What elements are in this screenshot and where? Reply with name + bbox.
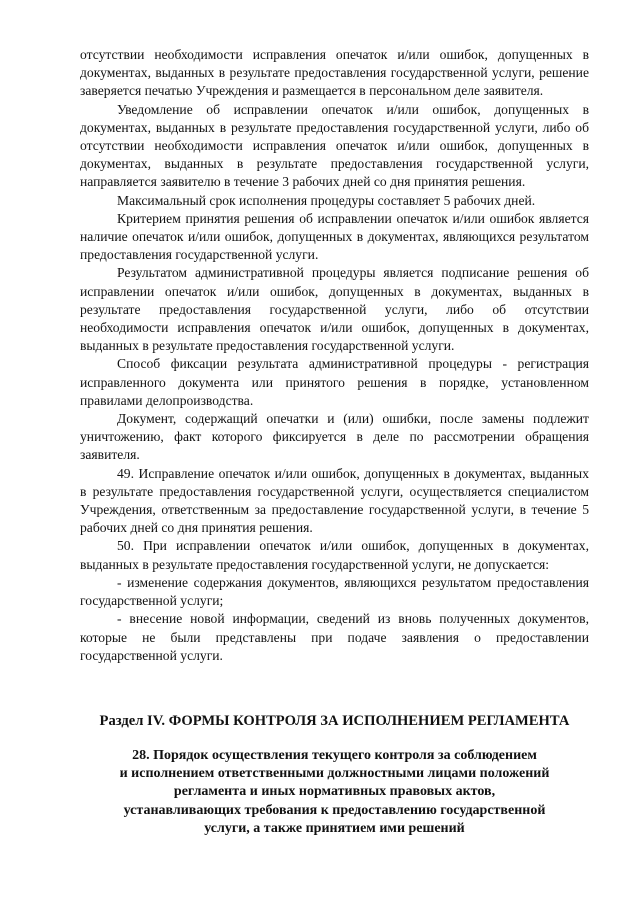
list-item-content-change: - изменение содержания документов, являющихся результатом предоставления государственной услуги; [80,574,589,609]
subsection-heading [80,747,589,838]
list-item-new-info: - внесение новой информации, сведений из вновь полученных документов, которые не были представлены при подаче заявления о предоставлении государственной услуги. [80,611,589,663]
paragraph-notification: Уведомление об исправлении опечаток и/или ошибок, допущенных в документах, выданных в результате предоставления государственной услуги, либо об отсутствии необходимости исправления опечаток и/или ошибок, допущенных в документах, выданных в результате предоставления государственной услуги, направляется заявителю в течение 3 рабочих дней со дня принятия решения. [80,101,589,190]
subsection-heading-line: услуги, а также принятием ими решений [204,820,465,836]
subsection-heading-line: и исполнением ответственными должностными лицами положений [119,766,550,782]
section-heading: Раздел IV. ФОРМЫ КОНТРОЛЯ ЗА ИСПОЛНЕНИЕМ РЕГЛАМЕНТА [99,713,570,729]
body-text [80,46,589,665]
paragraph-max-term: Максимальный срок исполнения процедуры составляет 5 рабочих дней. [117,192,536,208]
subsection-heading-line: 28. Порядок осуществления текущего контроля за соблюдением [132,748,537,763]
paragraph-item-49: 49. Исправление опечаток и/или ошибок, допущенных в документах, выданных в результате предоставления государственной услуги, осуществляется специалистом Учреждения, ответственным за предоставление государственной услуги, в течение 5 рабочих дней со дня принятия решения. [80,465,589,536]
paragraph-criterion: Критерием принятия решения об исправлении опечаток и/или ошибок является наличие опечаток и/или ошибок, допущенных в документах, являющихся результатом предоставления государственной услуги. [80,210,589,263]
paragraph-result: Результатом административной процедуры является подписание решения об исправлении опечаток и/или ошибок, допущенных в документах, выданных в результате предоставления государственной услуги, либо об отсутствии необходимости исправления опечаток и/или ошибок, допущенных в документах, выданных в результате предоставления государственной услуги. [80,265,589,354]
subsection-heading-line: устанавливающих требования к предоставлению государственной [123,802,546,818]
subsection-heading-line: регламента и иных нормативных правовых актов, [173,784,496,800]
paragraph-fixation: Способ фиксации результата административной процедуры - регистрация исправленного документа или принятого решения в порядке, установленном правилами делопроизводства. [80,356,589,408]
paragraph-destruction: Документ, содержащий опечатки и (или) ошибки, после замены подлежит уничтожению, факт которого фиксируется в деле по рассмотрении обращения заявителя. [80,411,589,463]
paragraph-continuation: отсутствии необходимости исправления опечаток и/или ошибок, допущенных в документах, выданных в результате предоставления государственной услуги, решение заверяется печатью Учреждения и размещается в персональном деле заявителя. [80,47,589,99]
paragraph-item-50: 50. При исправлении опечаток и/или ошибок, допущенных в документах, выданных в результате предоставления государственной услуги, не допускается: [80,538,589,572]
